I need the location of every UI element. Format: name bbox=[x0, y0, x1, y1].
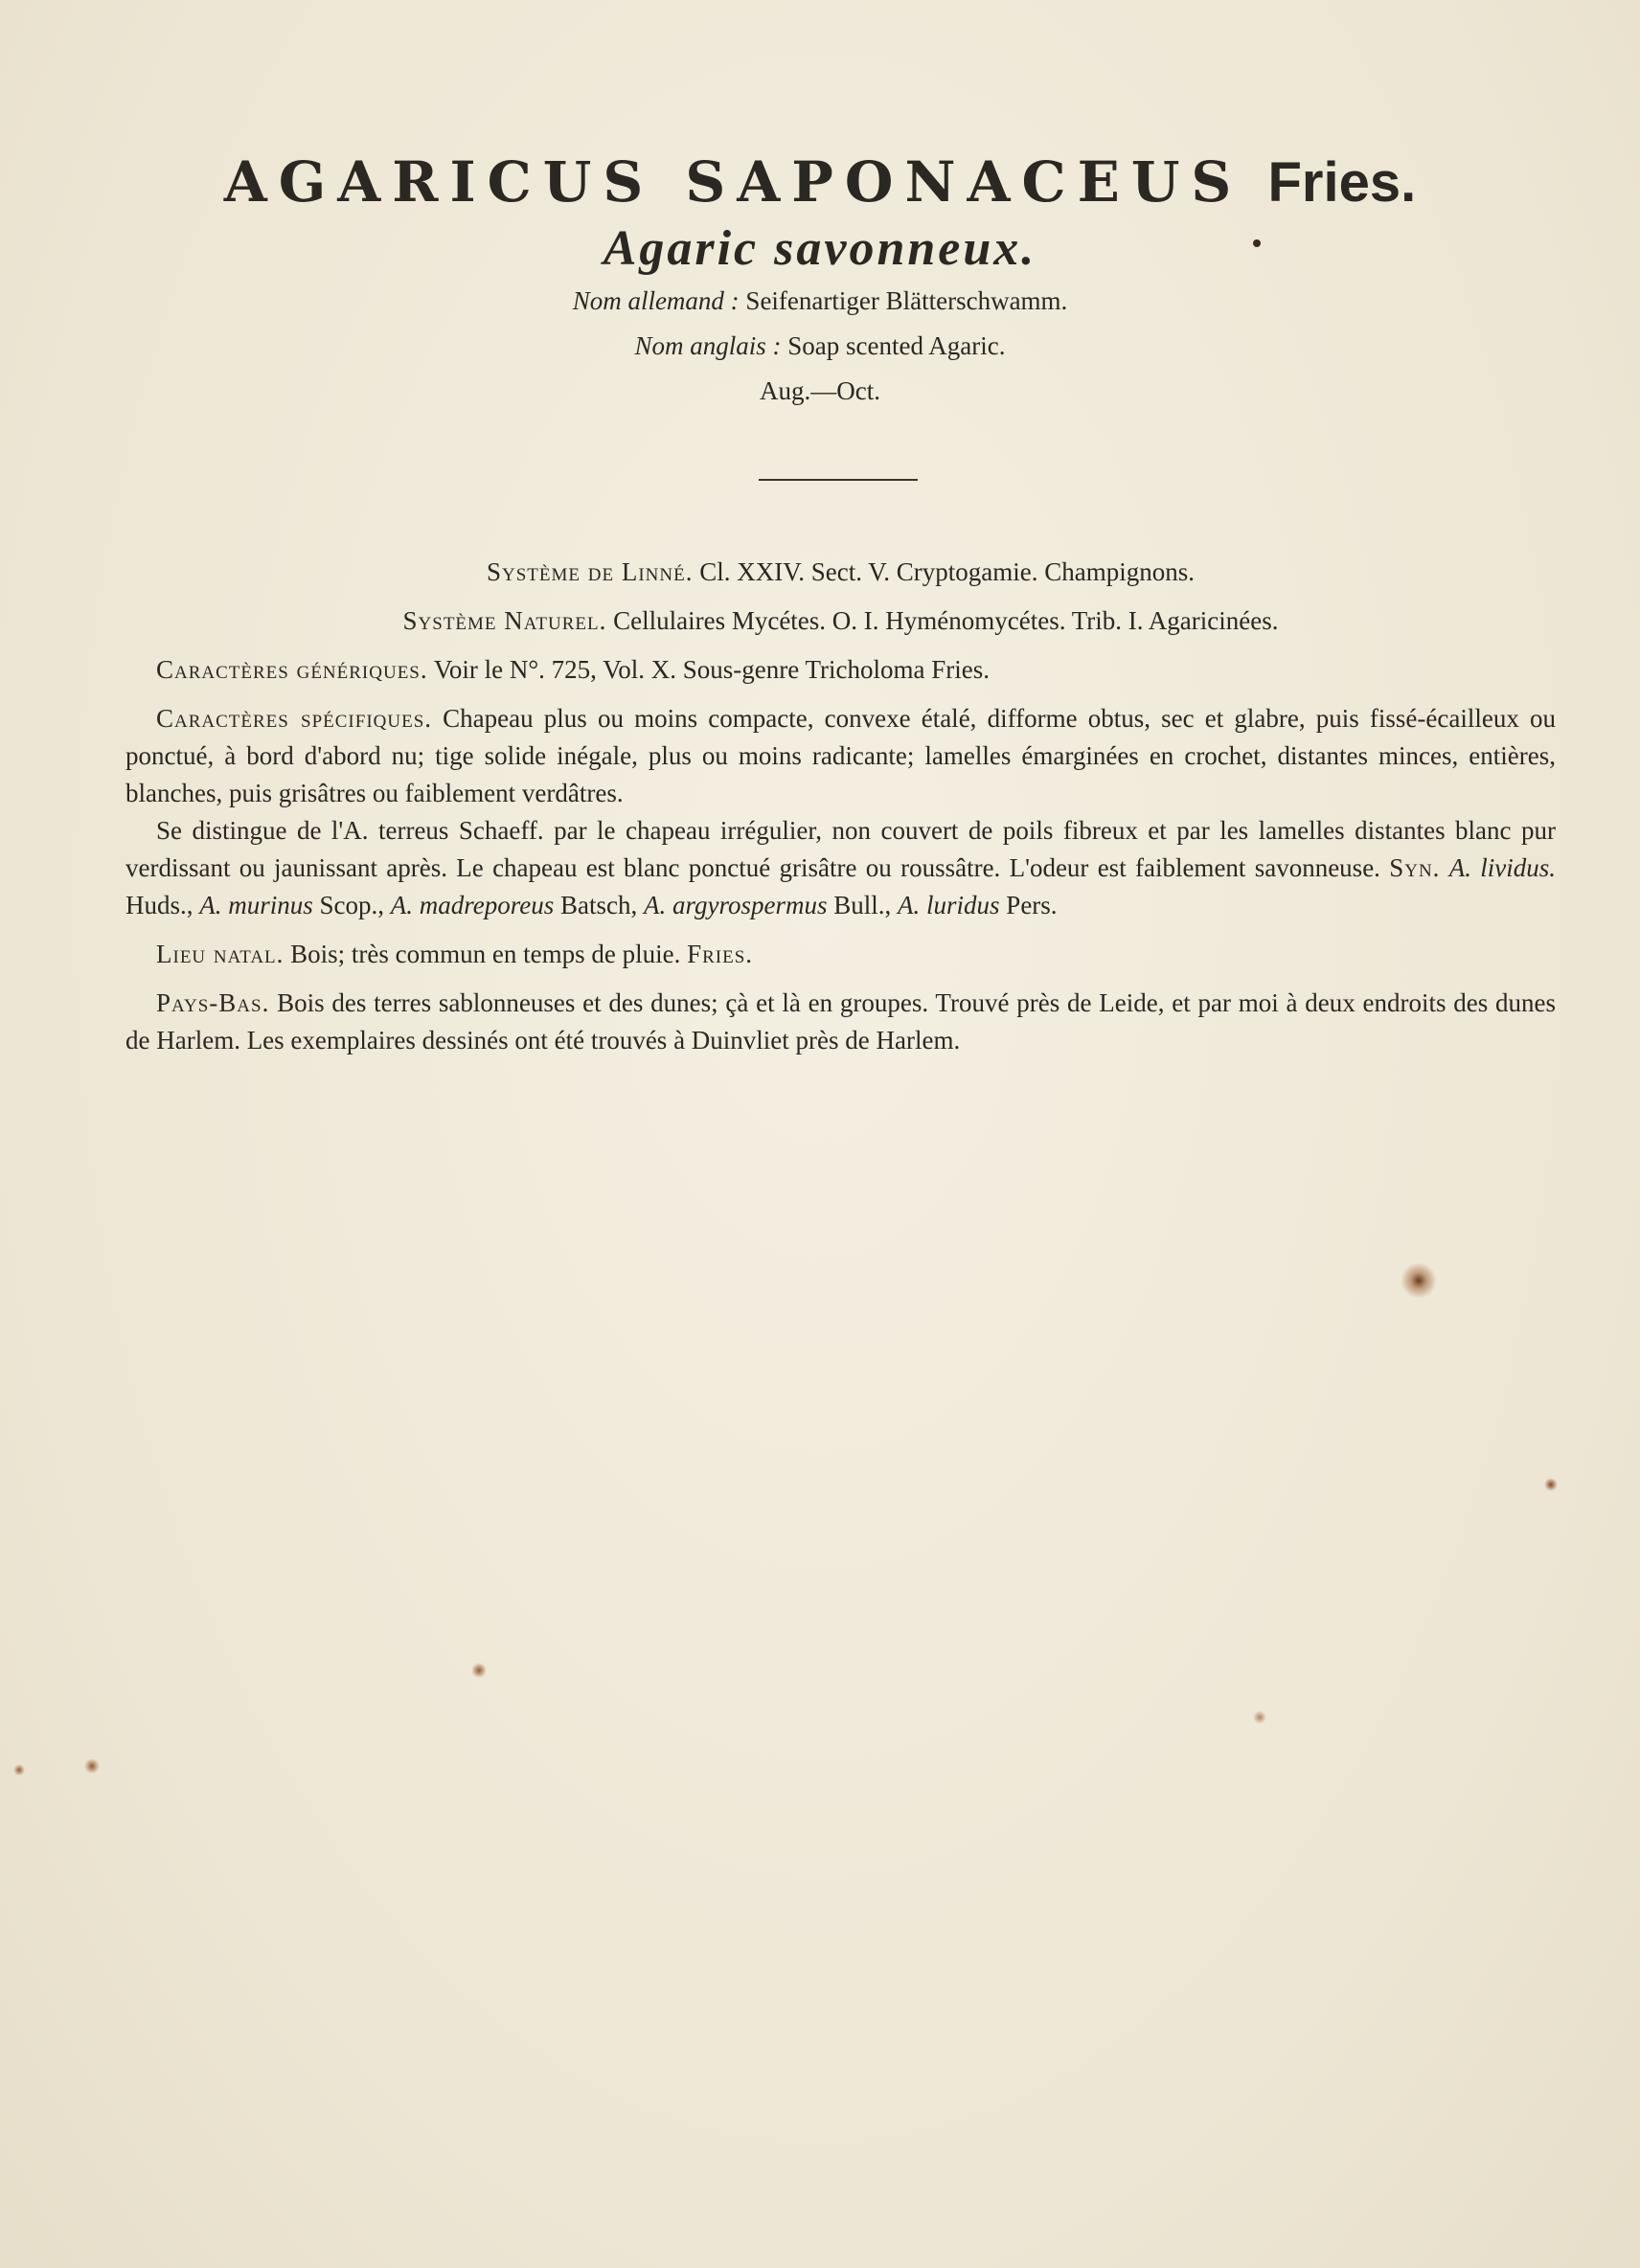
generic-text: Voir le N°. 725, Vol. X. Sous-genre Tricholoma Fries. bbox=[433, 655, 990, 684]
english-name-value: Soap scented Agaric. bbox=[787, 331, 1006, 360]
english-name-line bbox=[0, 324, 1640, 369]
species-name: AGARICUS SAPONACEUS bbox=[223, 149, 1243, 215]
synonym-madreporeus: A. madreporeus bbox=[390, 891, 555, 919]
specific-label: Caractères spécifiques. bbox=[156, 704, 433, 733]
synonym-argyrospermus-author: Bull., bbox=[833, 891, 892, 919]
distinction-paragraph bbox=[125, 812, 1556, 924]
generic-characters bbox=[125, 651, 1556, 689]
species-title bbox=[0, 144, 1640, 221]
habitat-author: Fries. bbox=[687, 940, 754, 968]
synonym-luridus-author: Pers. bbox=[1006, 891, 1058, 919]
species-header bbox=[0, 144, 1640, 414]
synonym-lividus: A. lividus. bbox=[1448, 853, 1557, 882]
synonym-murinus-author: Scop., bbox=[319, 891, 385, 919]
english-name-label: Nom anglais : bbox=[634, 331, 782, 360]
synonym-madreporeus-author: Batsch, bbox=[560, 891, 638, 919]
linne-label: Système de Linné. bbox=[487, 557, 694, 586]
generic-label: Caractères génériques. bbox=[156, 655, 428, 684]
habitat-paragraph bbox=[125, 936, 1556, 973]
foxing-spot bbox=[1253, 1711, 1266, 1724]
foxing-spot bbox=[1253, 239, 1261, 247]
linne-system bbox=[125, 554, 1556, 591]
linne-text: Cl. XXIV. Sect. V. Cryptogamie. Champignons. bbox=[699, 557, 1195, 586]
german-name-line bbox=[0, 279, 1640, 324]
description-body bbox=[125, 554, 1556, 1059]
synonyms-label: Syn. bbox=[1389, 853, 1441, 882]
natural-system bbox=[125, 602, 1556, 640]
habitat-label: Lieu natal. bbox=[156, 940, 285, 968]
german-name-label: Nom allemand : bbox=[572, 286, 740, 315]
foxing-spot bbox=[13, 1764, 25, 1776]
naturel-text: Cellulaires Mycétes. O. I. Hyménomycétes. Trib. I. Agaricinées. bbox=[613, 606, 1279, 635]
specific-text: Chapeau plus ou moins compacte, convexe étalé, difforme obtus, sec et glabre, puis fissé-écailleux ou ponctué, à bord d'abord nu; tige solide inégale, plus ou moins radicante; lamelles émarginées en crochet, distantes minces, entières, blanches, puis grisâtres ou faiblement verdâtres. bbox=[125, 704, 1556, 807]
synonym-luridus: A. luridus bbox=[898, 891, 1000, 919]
french-name: Agaric savonneux. bbox=[603, 221, 1037, 276]
species-author: Fries. bbox=[1267, 151, 1417, 214]
naturel-label: Système Naturel. bbox=[402, 606, 607, 635]
synonym-lividus-author: Huds., bbox=[125, 891, 194, 919]
foxing-spot bbox=[1544, 1478, 1558, 1491]
netherlands-label: Pays-Bas. bbox=[156, 988, 270, 1017]
netherlands-text: Bois des terres sablonneuses et des dunes; çà et là en groupes. Trouvé près de Leide, et par moi à deux endroits des dunes de Harlem. Les exemplaires dessinés ont été trouvés à Duinvliet près de Harlem. bbox=[125, 988, 1556, 1055]
season: Aug.—Oct. bbox=[760, 376, 880, 405]
divider-rule bbox=[759, 479, 918, 481]
synonym-murinus: A. murinus bbox=[199, 891, 313, 919]
foxing-spot bbox=[1401, 1262, 1437, 1299]
foxing-spot bbox=[84, 1758, 100, 1774]
synonym-argyrospermus: A. argyrospermus bbox=[644, 891, 828, 919]
specific-characters bbox=[125, 700, 1556, 812]
german-name-value: Seifenartiger Blätterschwamm. bbox=[745, 286, 1068, 315]
distinction-text: Se distingue de l'A. terreus Schaeff. par le chapeau irrégulier, non couvert de poils fibreux et par les lamelles distantes blanc pur verdissant ou jaunissant après. Le chapeau est blanc ponctué grisâtre ou roussâtre. L'odeur est faiblement savonneuse. bbox=[125, 816, 1556, 882]
foxing-spot bbox=[471, 1663, 487, 1678]
netherlands-paragraph bbox=[125, 985, 1556, 1059]
habitat-text: Bois; très commun en temps de pluie. bbox=[290, 940, 681, 968]
